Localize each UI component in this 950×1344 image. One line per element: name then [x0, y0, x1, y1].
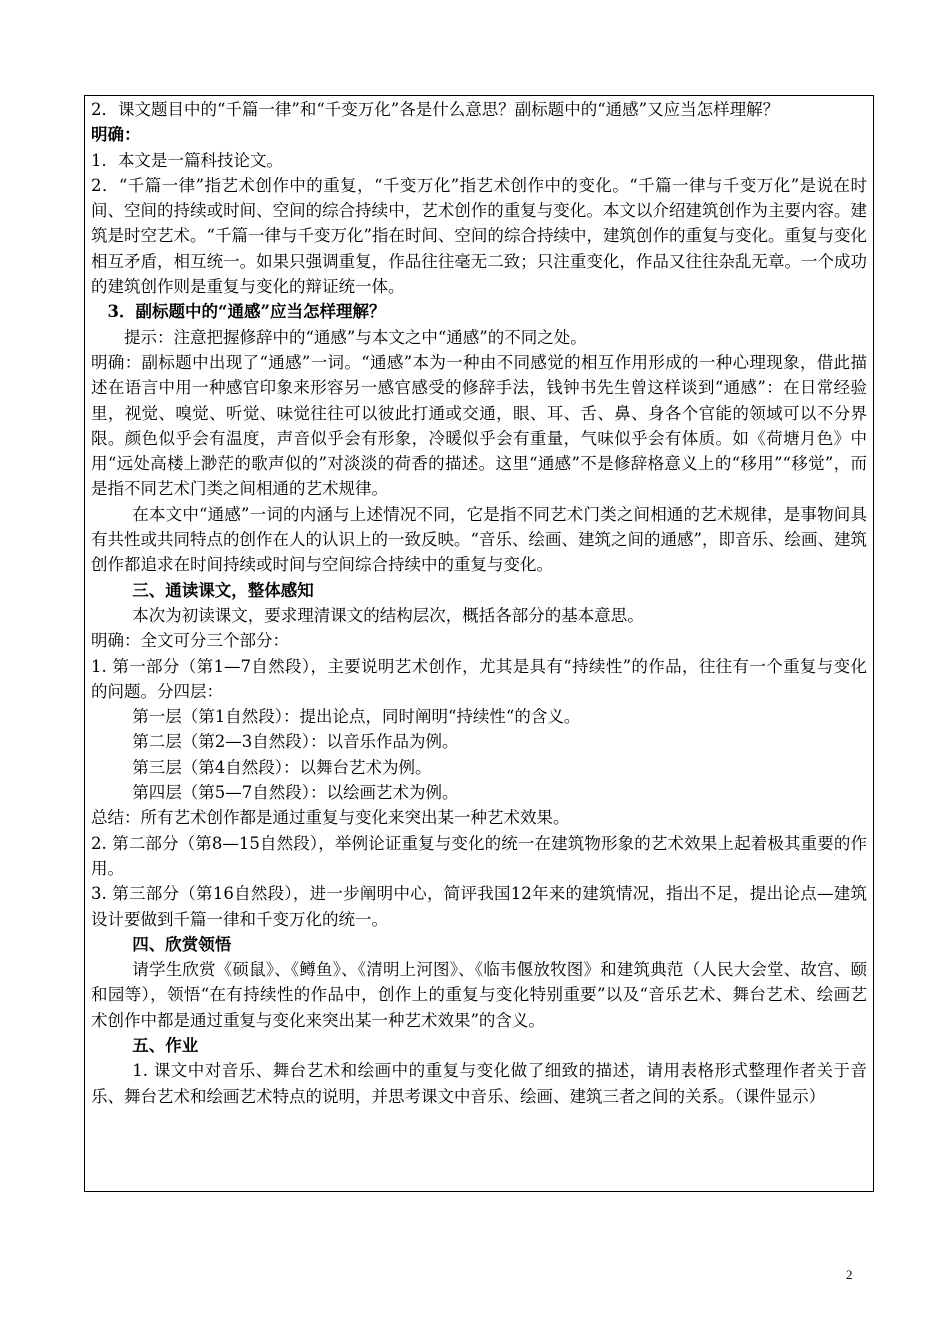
answer-3: 明确：副标题中出现了“通感”一词。“通感”本为一种由不同感觉的相互作用形成的一种心理现象，借此描述在语言中用一种感官印象来形容另一感官感受的修辞手法，钱钟书先生曾这样谈到“通感”：在日常经验里，视觉、嗅觉、听觉、味觉往往可以彼此打通或交通，眼、耳、舌、鼻、身各个官能的领域可以不分界限。颜色似乎会有温度，声音似乎会有形象，冷暖似乎会有重量，气味似乎会有体质。如《荷塘月色》中用“远处高楼上渺茫的歌声似的”对淡淡的荷香的描述。这里“通感”不是修辞格意义上的“移用”“移觉”，而是指不同艺术门类之间相通的艺术规律。 — [91, 352, 867, 499]
answer-3-continued: 在本文中“通感”一词的内涵与上述情况不同，它是指不同艺术门类之间相通的艺术规律，是事物间具有共性或共同特点的创作在人的认识上的一致反映。“音乐、绘画、建筑之间的通感”，即音乐、绘画、建筑创作都追求在时间持续或时间与空间综合持续中的重复与变化。 — [91, 504, 867, 575]
layer-2: 第二层（第2—3自然段）：以音乐作品为例。 — [132, 732, 459, 752]
section-5-title: 五、作业 — [132, 1035, 199, 1055]
part-2: 2. 第二部分（第8—15自然段），举例论证重复与变化的统一在建筑物形象的艺术效果上起着极其重要的作用。 — [91, 833, 867, 878]
question-3: 3．副标题中的“通感”应当怎样理解？ — [107, 302, 386, 322]
homework-1: 1. 课文中对音乐、舞台艺术和绘画中的重复与变化做了细致的描述，请用表格形式整理作者关于音乐、舞台艺术和绘画艺术特点的说明，并思考课文中音乐、绘画、建筑三者之间的关系。（课件显示） — [91, 1061, 867, 1106]
summary: 总结：所有艺术创作都是通过重复与变化来突出某一种艺术效果。 — [91, 808, 570, 828]
layer-1: 第一层（第1自然段）：提出论点，同时阐明“持续性“的含义。 — [132, 707, 581, 727]
section-4-title: 四、欣赏领悟 — [132, 934, 232, 954]
section-3-intro: 本次为初读课文，要求理清课文的结构层次，概括各部分的基本意思。 — [132, 605, 644, 625]
part-1: 1. 第一部分（第1—7自然段），主要说明艺术创作，尤其是具有“持续性”的作品，往往有一个重复与变化的问题。分四层： — [91, 656, 867, 701]
layer-3: 第三层（第4自然段）：以舞台艺术为例。 — [132, 757, 432, 777]
answer-heading: 明确： — [91, 125, 141, 145]
page-number: 2 — [846, 1267, 853, 1282]
section-3-title: 三、通读课文，整体感知 — [132, 580, 314, 600]
question-2: 2．课文题目中的“千篇一律”和“千变万化”各是什么意思？副标题中的“通感”又应当怎样理解？ — [91, 100, 780, 119]
layer-4: 第四层（第5—7自然段）：以绘画艺术为例。 — [132, 783, 459, 803]
answer-1: 1．本文是一篇科技论文。 — [91, 150, 283, 170]
answer-2: 2．“千篇一律”指艺术创作中的重复，“千变万化”指艺术创作中的变化。“千篇一律与千变万化”是说在时间、空间的持续或时间、空间的综合持续中，艺术创作的重复与变化。本文以介绍建筑创作为主要内容。建筑是时空艺术。“千篇一律与千变万化”指在时间、空间的综合持续中，建筑创作的重复与变化。重复与变化相互矛盾，相互统一。如果只强调重复，作品往往毫无二致；只注重变化，作品又往往杂乱无章。一个成功的建筑创作则是重复与变化的辩证统一体。 — [91, 175, 867, 297]
content-box — [84, 95, 874, 1192]
hint-text: 提示：注意把握修辞中的“通感”与本文之中“通感”的不同之处。 — [124, 327, 587, 347]
part-3: 3. 第三部分（第16自然段），进一步阐明中心，简评我国12年来的建筑情况，指出不足，提出论点—建筑设计要做到千篇一律和千变万化的统一。 — [91, 884, 867, 929]
section-4-text: 请学生欣赏《硕鼠》、《鳟鱼》、《清明上河图》、《临韦偃放牧图》和建筑典范（人民大会堂、故宫、颐和园等），领悟“在有持续性的作品中，创作上的重复与变化特别重要”以及“音乐艺术、舞台艺术、绘画艺术创作中都是通过重复与变化来突出某一种艺术效果”的含义。 — [91, 960, 867, 1030]
section-3-answer: 明确：全文可分三个部分： — [91, 631, 289, 651]
